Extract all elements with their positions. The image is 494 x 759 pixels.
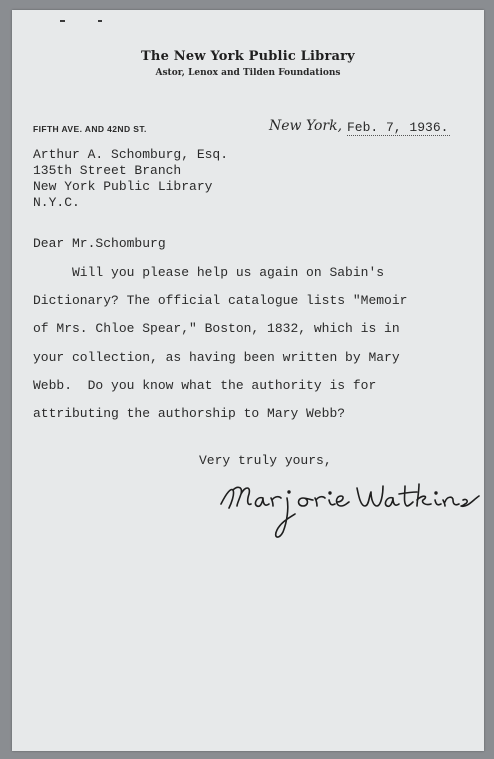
recipient-line: 135th Street Branch — [33, 163, 182, 178]
dateline-place: New York, — [269, 118, 343, 134]
letterhead-subtitle: Astor, Lenox and Tilden Foundations — [155, 68, 341, 78]
letter-date: Feb. 7, 1936. — [347, 120, 449, 135]
handwritten-signature — [217, 478, 485, 544]
salutation: Dear Mr.Schomburg — [33, 236, 166, 251]
body-line: Webb. Do you know what the authority is for — [33, 378, 377, 393]
body-line: your collection, as having been written by Mary — [33, 350, 400, 365]
margin-mark — [98, 20, 102, 22]
letterhead-address: FIFTH AVE. AND 42ND ST. — [33, 124, 147, 134]
margin-mark — [60, 20, 65, 22]
letter-sheet — [12, 10, 484, 751]
closing: Very truly yours, — [199, 453, 332, 468]
recipient-line: New York Public Library — [33, 179, 213, 194]
body-line: Dictionary? The official catalogue lists "Memoir — [33, 293, 408, 308]
body-line: of Mrs. Chloe Spear," Boston, 1832, which is in — [33, 321, 400, 336]
recipient-line: N.Y.C. — [33, 195, 80, 210]
recipient-line: Arthur A. Schomburg, Esq. — [33, 147, 229, 162]
body-line: attributing the authorship to Mary Webb? — [33, 406, 346, 421]
letterhead-title: The New York Public Library — [141, 49, 355, 64]
body-line: Will you please help us again on Sabin's — [33, 265, 385, 280]
